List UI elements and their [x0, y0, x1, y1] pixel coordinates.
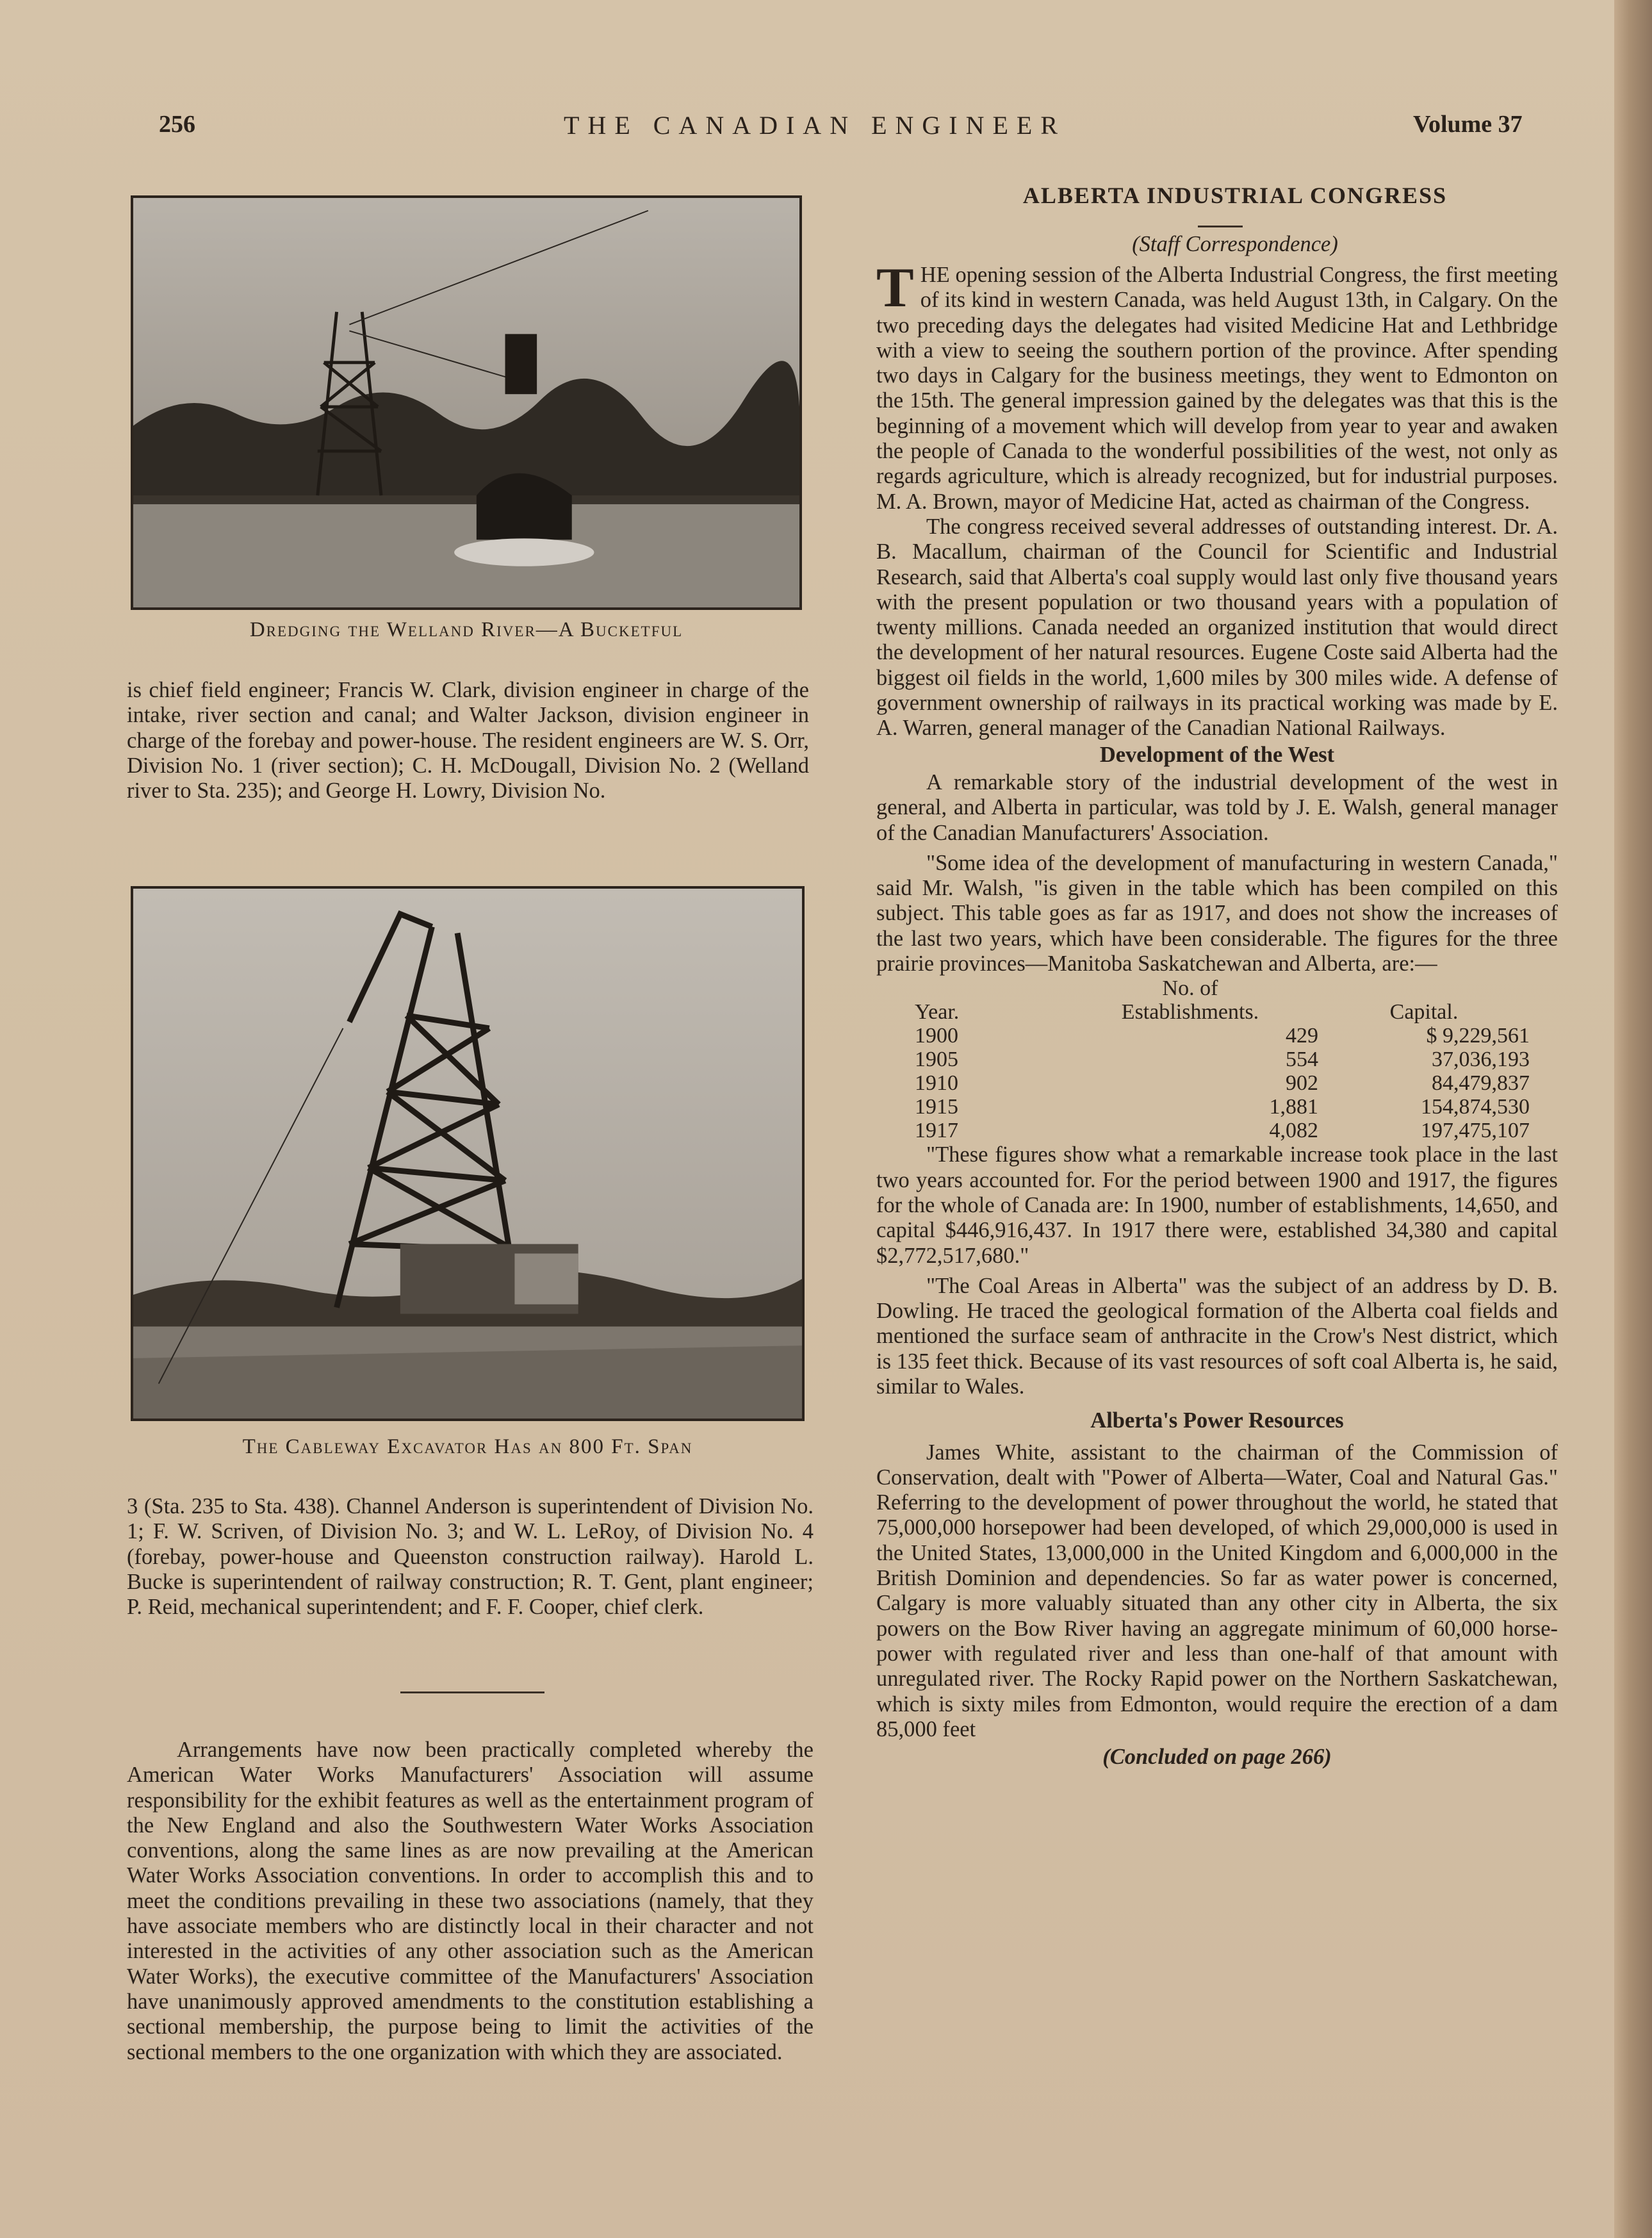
table-cell-year: 1917 — [915, 1119, 958, 1143]
right-paragraph-3: A remarkable story of the industrial development of the west in general, and Alberta in particular, was told by J. E. Walsh, general manager of the Canadian Manufacturers' Association. — [876, 769, 1558, 845]
dredging-photo — [131, 195, 802, 610]
table-cell-capital: $ 9,229,561 — [1426, 1024, 1530, 1048]
table-cell-year: 1915 — [915, 1095, 958, 1119]
table-cell-establishments: 554 — [1286, 1048, 1318, 1072]
table-head-capital: Capital. — [1389, 1000, 1459, 1024]
right-paragraph-2: The congress received several addresses of outstanding interest. Dr. A. B. Macallum, chairman of the Council for Scientific and Industrial Research, said that Alberta's coal supply would last only five thousand years with the present population or two thousand years with a population of twenty millions. Canada needed an organized institution that would direct the development of her natural resources. Eugene Coste said Alberta had the biggest oil fields in the world, 1,600 miles by 300 miles wide. A defense of government ownership of railways in its practical working was made by E. A. Warren, general manager of the Canadian National Railways. — [876, 514, 1558, 741]
table-cell-year: 1905 — [915, 1048, 958, 1072]
table-cell-capital: 37,036,193 — [1432, 1048, 1530, 1072]
table-head-no-of: No. of — [1162, 976, 1218, 1001]
table-cell-establishments: 429 — [1286, 1024, 1318, 1048]
right-paragraph-4: "Some idea of the development of manufacturing in western Canada," said Mr. Walsh, "is given in the table which has been compiled on this subject. This table goes as far as 1917, and does not show the increases of the last two years, which have been considerable. The figures for the three prairie provinces—Manitoba Saskatchewan and Alberta, are:— — [876, 850, 1558, 976]
table-row — [915, 1119, 1530, 1142]
journal-title: THE CANADIAN ENGINEER — [564, 111, 1067, 140]
figure-caption-1: Dredging the Welland River—A Bucketful — [249, 618, 683, 641]
volume-label: Volume 37 — [1413, 111, 1523, 138]
subhead-development: Development of the West — [1099, 742, 1335, 767]
right-paragraph-1-text: HE opening session of the Alberta Industrial Congress, the first meeting of its kind in western Canada, was held August 13th, in Calgary. On the two preceding days the delegates had visited Medicine Hat and Lethbridge with a view to seeing the southern portion of the province. After spending two days in Calgary for the business meetings, they went to Edmonton on the 15th. The general impression gained by the delegates was that this is the beginning of a movement which will develop from year to year and awaken the people of Canada to the wonderful possibilities of the west, not only as regards agriculture, which is already recognized, but for industrial purposes. M. A. Brown, mayor of Medicine Hat, acted as chairman of the Congress. — [876, 263, 1558, 514]
table-row — [915, 1071, 1530, 1095]
right-paragraph-1 — [876, 257, 1558, 514]
table-cell-year: 1900 — [915, 1024, 958, 1048]
table-cell-year: 1910 — [915, 1071, 958, 1096]
left-paragraph-2 — [127, 1494, 814, 1620]
right-paragraph-7: James White, assistant to the chairman of the Commission of Conservation, dealt with "Power of Alberta—Water, Coal and Natural Gas." Referring to the development of power throughout the world, he stated that 75,000,000 horsepower had been developed, of which 29,000,000 is used in the United States, 13,000,000 in the United Kingdom and 6,000,000 in the British Dominion and dependencies. So far as water power is concerned, Calgary is more valuably situated than any other city in Alberta, the six powers on the Bow River having an aggregate minimum of 60,000 horse-power with regulated river and less than one-half of that amount with unregulated river. The Rocky Rapid power on the Northern Saskatchewan, which is sixty miles from Edmonton, would require the erection of a dam 85,000 feet — [876, 1440, 1558, 1741]
continued-note: (Concluded on page 266) — [1102, 1745, 1332, 1770]
left-paragraph-3 — [127, 1738, 814, 2065]
manufacturing-table — [915, 976, 1530, 1142]
right-paragraph-5: "These figures show what a remarkable increase took place in the last two years accounted for. For the period between 1900 and 1917, the figures for the whole of Canada are: In 1900, number of establishments, 14,650, and capital $446,916,437. In 1917 there were, established 34,380 and capital $2,772,517,680." — [876, 1142, 1558, 1268]
table-cell-establishments: 1,881 — [1269, 1095, 1318, 1119]
page-number: 256 — [159, 111, 195, 138]
left-paragraph-2-text: 3 (Sta. 235 to Sta. 438). Channel Anderson is superintendent of Division No. 1; F. W. Scriven, of Division No. 3; and W. L. LeRoy, of Division No. 4 (forebay, power-house and Queenston construction railway). Harold L. Bucke is superintendent of railway construction; R. T. Gent, plant engineer; P. Reid, mechanical superintendent; and F. F. Cooper, chief clerk. — [127, 1494, 814, 1620]
figure-caption-2: The Cableway Excavator Has an 800 Ft. Span — [242, 1435, 693, 1458]
table-row — [915, 1095, 1530, 1119]
left-paragraph-3-text: Arrangements have now been practically completed whereby the American Water Works Manufacturers' Association will assume responsibility for the exhibit features as well as the entertainment program of the New England and also the Southwestern Water Works Association conventions, along the same lines as are now prevailing at the American Water Works Association conventions. In order to accomplish this and to meet the conditions prevailing in these two associations (namely, that they have associate members who are distinctly local in their character and not interested in the activities of any other association such as the American Water Works), the executive committee of the Manufacturers' Association have unanimously approved amendments to the constitution establishing a sectional membership, the purpose being to limit the activities of the sectional members to the one organization with which they are associated. — [127, 1738, 814, 2064]
left-paragraph-1 — [127, 678, 809, 803]
table-cell-establishments: 902 — [1286, 1071, 1318, 1096]
title-rule — [1198, 226, 1243, 227]
table-cell-capital: 154,874,530 — [1421, 1095, 1530, 1119]
table-cell-capital: 197,475,107 — [1421, 1119, 1530, 1143]
right-paragraph-6: "The Coal Areas in Alberta" was the subject of an address by D. B. Dowling. He traced the geological formation of the Alberta coal fields and mentioned the surface seam of anthracite in the Crow's Nest district, which is 135 feet thick. Because of its vast resources of soft coal Alberta is, he said, similar to Wales. — [876, 1273, 1558, 1399]
table-cell-establishments: 4,082 — [1269, 1119, 1318, 1143]
table-row — [915, 1024, 1530, 1048]
drop-cap: T — [876, 257, 914, 319]
table-cell-capital: 84,479,837 — [1432, 1071, 1530, 1096]
right-column — [876, 257, 1558, 1770]
article-byline: (Staff Correspondence) — [1132, 232, 1338, 256]
table-head-establishments: Establishments. — [1121, 1000, 1259, 1024]
page-edge — [1614, 0, 1652, 2238]
table-head-year: Year. — [915, 1000, 960, 1024]
cableway-photo — [131, 886, 805, 1421]
article-title: ALBERTA INDUSTRIAL CONGRESS — [1022, 183, 1448, 208]
table-row — [915, 1048, 1530, 1071]
subhead-power: Alberta's Power Resources — [1090, 1408, 1344, 1433]
left-paragraph-1-text: is chief field engineer; Francis W. Clark, division engineer in charge of the intake, river section and canal; and Walter Jackson, division engineer in charge of the forebay and power-house. The resident engineers are W. S. Orr, Division No. 1 (river section); C. H. McDougall, Division No. 2 (Welland river to Sta. 235); and George H. Lowry, Division No. — [127, 678, 809, 803]
section-divider — [400, 1691, 544, 1693]
